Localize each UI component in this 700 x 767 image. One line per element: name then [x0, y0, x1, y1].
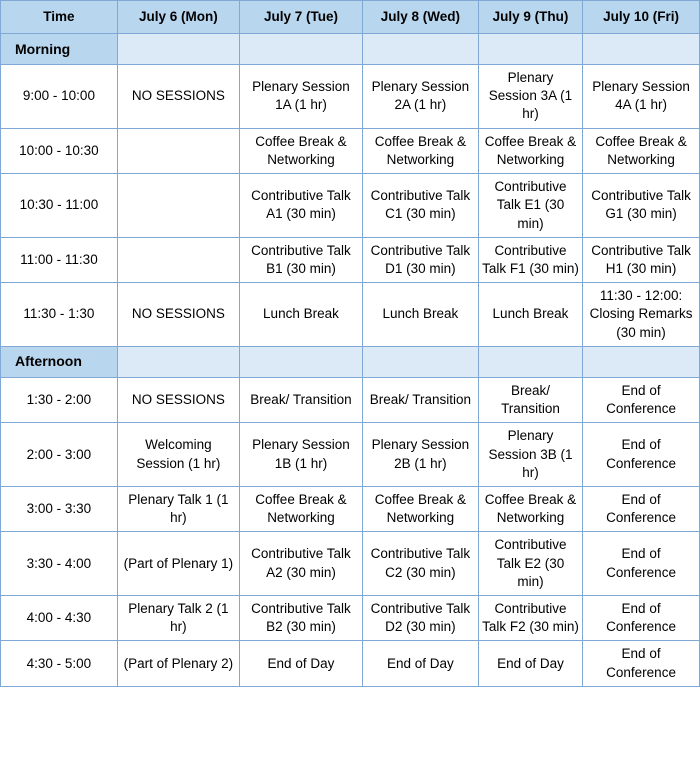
session-cell: (Part of Plenary 2) — [117, 641, 239, 686]
time-cell: 4:00 - 4:30 — [1, 596, 118, 641]
empty-cell — [117, 128, 239, 173]
session-cell: Contributive Talk E1 (30 min) — [478, 174, 582, 238]
session-cell: Coffee Break & Networking — [239, 128, 362, 173]
session-cell: NO SESSIONS — [117, 283, 239, 347]
table-row — [1, 237, 700, 282]
session-cell: Plenary Session 1A (1 hr) — [239, 65, 362, 129]
session-cell: End of Conference — [583, 596, 700, 641]
session-cell: Contributive Talk F2 (30 min) — [478, 596, 582, 641]
header-row — [1, 1, 700, 34]
session-cell: Contributive Talk A2 (30 min) — [239, 532, 362, 596]
table-row — [1, 377, 700, 422]
session-cell: End of Day — [239, 641, 362, 686]
time-cell: 1:30 - 2:00 — [1, 377, 118, 422]
session-cell: Plenary Session 4A (1 hr) — [583, 65, 700, 129]
session-cell: 11:30 - 12:00: Closing Remarks (30 min) — [583, 283, 700, 347]
session-cell: Contributive Talk A1 (30 min) — [239, 174, 362, 238]
session-cell: Plenary Talk 2 (1 hr) — [117, 596, 239, 641]
session-cell: Contributive Talk C1 (30 min) — [363, 174, 479, 238]
session-cell: Plenary Session 2A (1 hr) — [363, 65, 479, 129]
session-cell: Contributive Talk D1 (30 min) — [363, 237, 479, 282]
session-cell: Contributive Talk B1 (30 min) — [239, 237, 362, 282]
empty-cell — [117, 174, 239, 238]
session-cell: Contributive Talk B2 (30 min) — [239, 596, 362, 641]
section-fill-cell — [583, 34, 700, 65]
section-fill-cell — [478, 346, 582, 377]
session-cell: Coffee Break & Networking — [478, 128, 582, 173]
session-cell: Contributive Talk E2 (30 min) — [478, 532, 582, 596]
session-cell: Welcoming Session (1 hr) — [117, 423, 239, 487]
table-row — [1, 283, 700, 347]
table-row — [1, 486, 700, 531]
session-cell: Plenary Session 1B (1 hr) — [239, 423, 362, 487]
time-cell: 11:00 - 11:30 — [1, 237, 118, 282]
time-cell: 4:30 - 5:00 — [1, 641, 118, 686]
session-cell: End of Day — [363, 641, 479, 686]
session-cell: Break/ Transition — [478, 377, 582, 422]
time-cell: 2:00 - 3:00 — [1, 423, 118, 487]
session-cell: Lunch Break — [478, 283, 582, 347]
section-fill-cell — [363, 34, 479, 65]
session-cell: Coffee Break & Networking — [363, 128, 479, 173]
table-header — [1, 1, 700, 34]
time-cell: 3:00 - 3:30 — [1, 486, 118, 531]
time-cell: 9:00 - 10:00 — [1, 65, 118, 129]
session-cell: NO SESSIONS — [117, 65, 239, 129]
table-row — [1, 174, 700, 238]
section-label: Morning — [1, 34, 118, 65]
column-header-july-7: July 7 (Tue) — [239, 1, 362, 34]
section-fill-cell — [478, 34, 582, 65]
session-cell: Contributive Talk H1 (30 min) — [583, 237, 700, 282]
section-fill-cell — [117, 346, 239, 377]
session-cell: End of Conference — [583, 377, 700, 422]
table-body — [1, 34, 700, 687]
time-cell: 10:30 - 11:00 — [1, 174, 118, 238]
column-header-july-9: July 9 (Thu) — [478, 1, 582, 34]
time-cell: 11:30 - 1:30 — [1, 283, 118, 347]
section-fill-cell — [239, 346, 362, 377]
table-row — [1, 596, 700, 641]
section-fill-cell — [239, 34, 362, 65]
session-cell: Contributive Talk F1 (30 min) — [478, 237, 582, 282]
column-header-july-10: July 10 (Fri) — [583, 1, 700, 34]
session-cell: Plenary Session 3A (1 hr) — [478, 65, 582, 129]
session-cell: (Part of Plenary 1) — [117, 532, 239, 596]
section-fill-cell — [363, 346, 479, 377]
time-cell: 10:00 - 10:30 — [1, 128, 118, 173]
table-row — [1, 128, 700, 173]
session-cell: Break/ Transition — [239, 377, 362, 422]
column-header-july-8: July 8 (Wed) — [363, 1, 479, 34]
session-cell: End of Conference — [583, 486, 700, 531]
session-cell: End of Conference — [583, 423, 700, 487]
session-cell: Coffee Break & Networking — [239, 486, 362, 531]
session-cell: Lunch Break — [363, 283, 479, 347]
session-cell: NO SESSIONS — [117, 377, 239, 422]
session-cell: Coffee Break & Networking — [478, 486, 582, 531]
session-cell: End of Conference — [583, 641, 700, 686]
session-cell: Contributive Talk D2 (30 min) — [363, 596, 479, 641]
session-cell: Plenary Session 3B (1 hr) — [478, 423, 582, 487]
session-cell: Contributive Talk C2 (30 min) — [363, 532, 479, 596]
session-cell: Plenary Talk 1 (1 hr) — [117, 486, 239, 531]
session-cell: End of Day — [478, 641, 582, 686]
table-row — [1, 532, 700, 596]
session-cell: Lunch Break — [239, 283, 362, 347]
section-fill-cell — [117, 34, 239, 65]
section-fill-cell — [583, 346, 700, 377]
table-row — [1, 65, 700, 129]
section-row — [1, 346, 700, 377]
session-cell: End of Conference — [583, 532, 700, 596]
column-header-july-6: July 6 (Mon) — [117, 1, 239, 34]
empty-cell — [117, 237, 239, 282]
session-cell: Plenary Session 2B (1 hr) — [363, 423, 479, 487]
session-cell: Coffee Break & Networking — [583, 128, 700, 173]
table-row — [1, 423, 700, 487]
table-row — [1, 641, 700, 686]
session-cell: Break/ Transition — [363, 377, 479, 422]
time-cell: 3:30 - 4:00 — [1, 532, 118, 596]
session-cell: Coffee Break & Networking — [363, 486, 479, 531]
section-label: Afternoon — [1, 346, 118, 377]
column-header-time: Time — [1, 1, 118, 34]
section-row — [1, 34, 700, 65]
session-cell: Contributive Talk G1 (30 min) — [583, 174, 700, 238]
